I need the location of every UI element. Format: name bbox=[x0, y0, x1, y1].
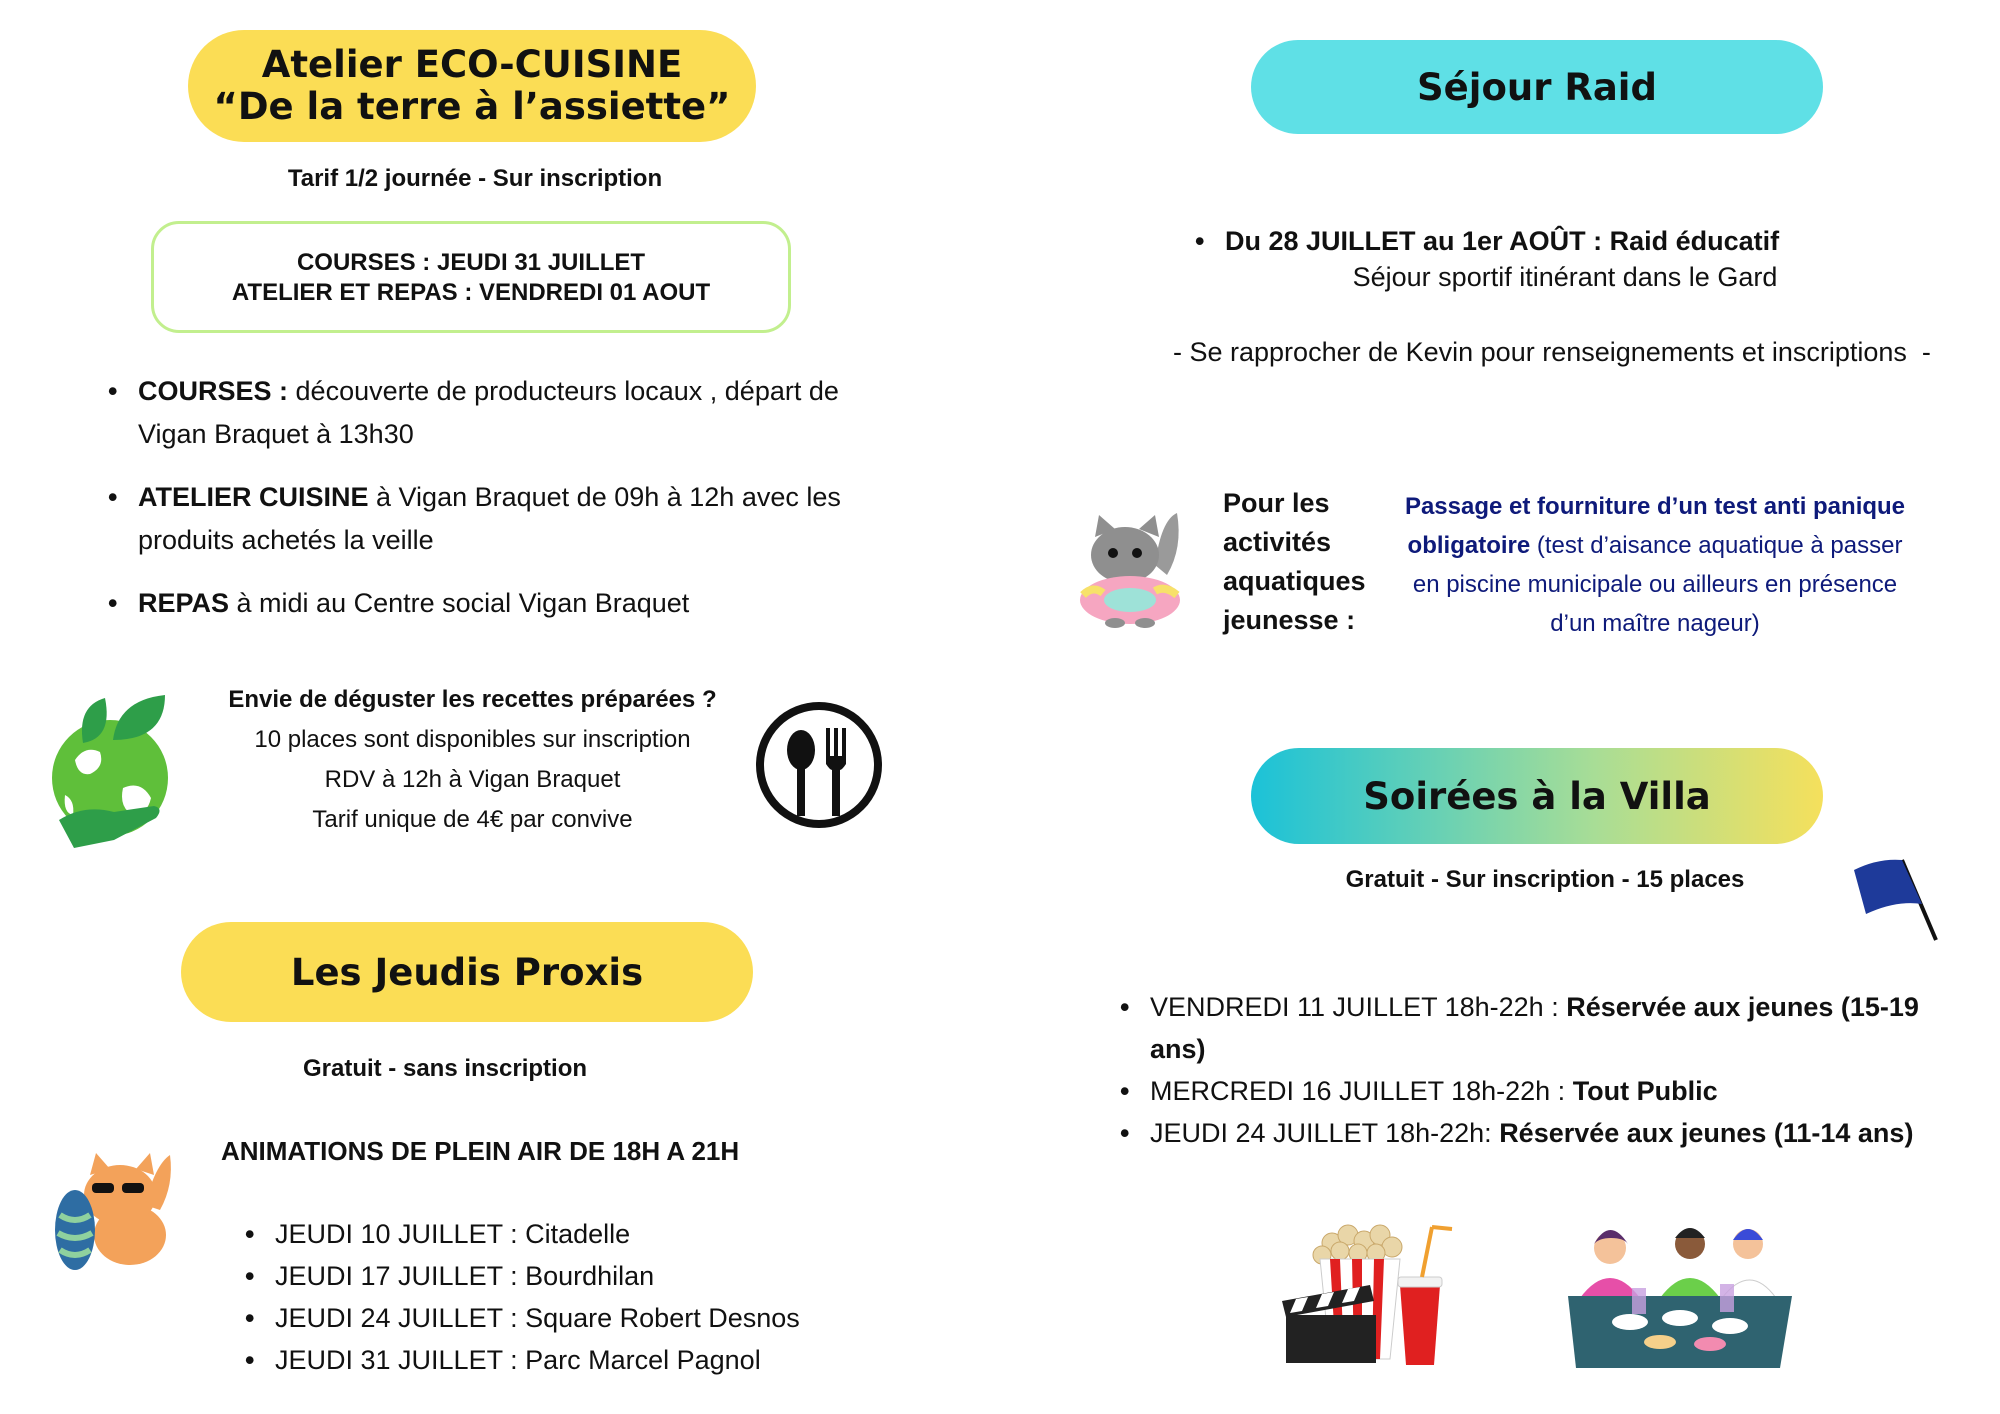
jeudis-item: • JEUDI 24 JUILLET : Square Robert Desnos bbox=[245, 1297, 885, 1339]
jeudis-list bbox=[245, 1213, 885, 1381]
raid-contact: - Se rapprocher de Kevin pour renseignements et inscriptions - bbox=[1173, 337, 1931, 367]
raid-list bbox=[1195, 222, 1845, 260]
eco-title-line2: “De la terre à l’assiette” bbox=[213, 85, 731, 128]
raid-item: • Du 28 JUILLET au 1er AOÛT : Raid éducatif bbox=[1195, 222, 1845, 260]
jeudis-heading: ANIMATIONS DE PLEIN AIR DE 18H A 21H bbox=[221, 1136, 740, 1166]
villa-item: • MERCREDI 16 JUILLET 18h-22h : Tout Public bbox=[1120, 1070, 1980, 1112]
degust-line2: RDV à 12h à Vigan Braquet bbox=[324, 766, 621, 793]
jeudis-item: • JEUDI 17 JUILLET : Bourdhilan bbox=[245, 1255, 885, 1297]
eco-title-line1: Atelier ECO-CUISINE bbox=[261, 43, 683, 86]
eco-item-repas: • REPAS à midi au Centre social Vigan Braquet bbox=[108, 582, 868, 625]
degust-line1: 10 places sont disponibles sur inscription bbox=[254, 726, 691, 753]
cutlery-icon bbox=[754, 700, 884, 830]
villa-sub: Gratuit - Sur inscription - 15 places bbox=[1345, 866, 1745, 893]
eco-item-courses: • COURSES : découverte de producteurs locaux , départ de Vigan Braquet à 13h30 bbox=[108, 370, 868, 456]
degust-title: Envie de déguster les recettes préparées ? bbox=[228, 686, 717, 713]
jeudis-title-pill bbox=[181, 922, 753, 1022]
raid-item-sub: Séjour sportif itinérant dans le Gard bbox=[1352, 262, 1778, 292]
villa-list bbox=[1120, 986, 1980, 1154]
popcorn-cinema-icon bbox=[1282, 1215, 1462, 1370]
eco-tarif: Tarif 1/2 journée - Sur inscription bbox=[287, 165, 663, 192]
cat-surfboard-icon bbox=[50, 1135, 175, 1270]
degust-block bbox=[195, 680, 750, 840]
aqua-notice: Passage et fourniture d’un test anti panique obligatoire (test d’aisance aquatique à passer en piscine municipale ou ailleurs en présence d’un maître nageur) bbox=[1404, 493, 1906, 637]
cat-swim-ring-icon bbox=[1075, 495, 1185, 630]
raid-title-pill bbox=[1251, 40, 1823, 134]
aqua-label: Pour les activités aquatiques jeunesse : bbox=[1223, 488, 1366, 635]
villa-item: • JEUDI 24 JUILLET 18h-22h: Réservée aux jeunes (11-14 ans) bbox=[1120, 1112, 1980, 1154]
eco-dates-line2: ATELIER ET REPAS : VENDREDI 01 AOUT bbox=[231, 279, 711, 306]
jeudis-item: • JEUDI 31 JUILLET : Parc Marcel Pagnol bbox=[245, 1339, 885, 1381]
eco-item-atelier: • ATELIER CUISINE à Vigan Braquet de 09h à 12h avec les produits achetés la veille bbox=[108, 476, 868, 562]
friends-dinner-icon bbox=[1560, 1218, 1800, 1368]
villa-title-pill bbox=[1251, 748, 1823, 844]
degust-line3: Tarif unique de 4€ par convive bbox=[312, 806, 633, 833]
villa-item: • VENDREDI 11 JUILLET 18h-22h : Réservée aux jeunes (15-19 ans) bbox=[1120, 986, 1980, 1070]
jeudis-sub: Gratuit - sans inscription bbox=[302, 1055, 588, 1082]
jeudis-item: • JEUDI 10 JUILLET : Citadelle bbox=[245, 1213, 885, 1255]
jeudis-title: Les Jeudis Proxis bbox=[290, 950, 644, 994]
eco-title-pill bbox=[188, 30, 756, 142]
eco-dates-box bbox=[151, 221, 791, 333]
flag-icon bbox=[1852, 856, 1942, 946]
earth-leaf-icon bbox=[45, 680, 180, 850]
villa-title: Soirées à la Villa bbox=[1363, 774, 1711, 818]
eco-list bbox=[108, 370, 868, 625]
raid-title: Séjour Raid bbox=[1417, 65, 1657, 109]
eco-dates-line1: COURSES : JEUDI 31 JUILLET bbox=[296, 249, 646, 276]
